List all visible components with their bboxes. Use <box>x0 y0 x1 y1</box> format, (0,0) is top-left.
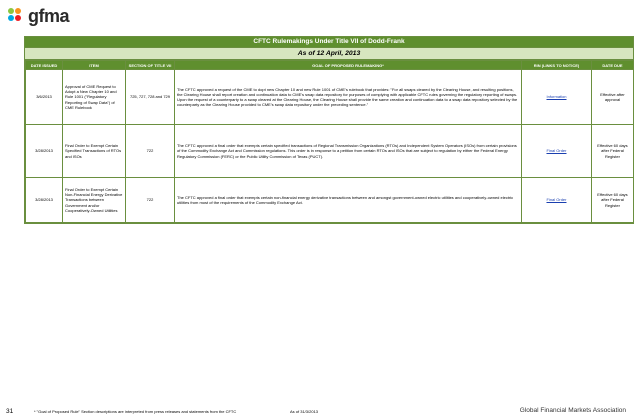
rulemakings-table <box>25 60 634 223</box>
rulemakings-sheet <box>24 36 634 224</box>
cell-date: 3/28/2013 <box>26 125 63 178</box>
table-row <box>26 70 634 125</box>
cell-section: 725, 727, 728 and 729 <box>126 70 175 125</box>
cell-date-due: Effective after approval <box>592 70 634 125</box>
cell-date-due: Effective 60 days after Federal Register <box>592 125 634 178</box>
cell-section: 722 <box>126 178 175 223</box>
page-number: 31 <box>6 408 14 415</box>
table-row <box>26 178 634 223</box>
cell-item: Approval of CME Request to Adopt a New Chapter 10 and Rule 1001 ("Regulatory Reporting of Swap Data") of CME Rulebook <box>63 70 126 125</box>
footer-note: * "Goal of Proposed Rule" Section descriptions are interpreted from press releases and statements from the CFTC <box>34 409 237 414</box>
cell-date: 3/6/2013 <box>26 70 63 125</box>
table-row <box>26 125 634 178</box>
cell-goal: The CFTC approved a final order that exempts certain non-financial energy derivative transactions between and amongst government-owned electric utilities and cooperatively-owned electric utilities from most of the requirements of the Commodity Exchange Act. <box>175 178 522 223</box>
cell-item: Final Order to Exempt Certain Specified Transactions of RTOs and ISOs <box>63 125 126 178</box>
cell-item: Final Order to Exempt Certain Non-Financial Energy Derivative Transactions between Government and/or Cooperatively-Owned Utilities <box>63 178 126 223</box>
cell-section: 722 <box>126 125 175 178</box>
header-goal: GOAL OF PROPOSED RULEMAKING* <box>175 61 522 70</box>
footer-organization: Global Financial Markets Association <box>519 407 626 414</box>
sheet-as-of: As of 12 April, 2013 <box>25 48 633 60</box>
cell-goal: The CFTC approved a request of the CME to dopt new Chapter 10 and new Rule 1001 of CME's rulebook that provides: "For all swaps cleared by the Clearing House, and resulting positions, the Clearing House shall report creation and continuation data to CME's swap data repository for purposes of complying with applicable CFTC rules governing the regulatory reporting of swaps. Upon the request of a counterparty to a swap cleared at the Clearing House, the Clearing House shall provide the same creation and continuation data to a swap data repository selected by the counterparty as the Clearing House provided to CME's swap data repository under the preceding sentence." <box>175 70 522 125</box>
table-header-row <box>26 61 634 70</box>
cell-date-due: Effective 60 days after Federal Register <box>592 178 634 223</box>
header-date-due: DATE DUE <box>592 61 634 70</box>
header-date-issued: DATE ISSUED <box>26 61 63 70</box>
gfma-logo <box>8 6 69 27</box>
header-rin: RIN (LINKS TO NOTICE) <box>522 61 592 70</box>
cell-date: 3/28/2013 <box>26 178 63 223</box>
sheet-title: CFTC Rulemakings Under Title VII of Dodd-Frank <box>25 37 633 48</box>
rin-link[interactable]: Information <box>522 70 592 125</box>
rin-link[interactable]: Final Order <box>522 125 592 178</box>
header-section: SECTION OF TITLE VII <box>126 61 175 70</box>
footer-as-of: As of 31/3/2013 <box>290 409 319 414</box>
header-item: ITEM <box>63 61 126 70</box>
logo-text: gfma <box>28 6 70 26</box>
rin-link[interactable]: Final Order <box>522 178 592 223</box>
logo-mark-icon <box>8 8 26 26</box>
cell-goal: The CFTC approved a final order that exempts certain specified transactions of Regional Transmission Organizations (RTOs) and Independent System Operators (ISOs) from certain provisions of the Commodity Exchange Act and Commission regulations. This order is in response to a petition from certain RTOs and ISOs that are subject to regulation by either the Federal Energy Regulatory Commission (FERC) or the Public Utility Commission of Texas (PUCT). <box>175 125 522 178</box>
